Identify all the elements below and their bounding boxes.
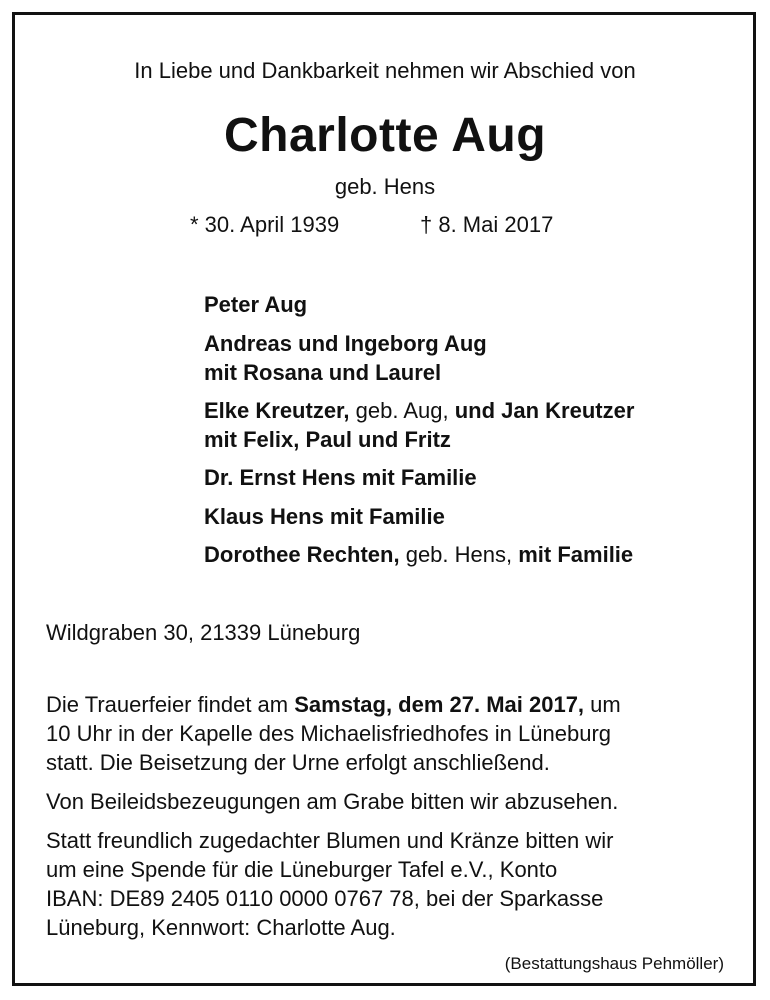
- family-member-6: [204, 540, 633, 570]
- family-member-2a: Andreas und Ingeborg Aug: [204, 331, 487, 356]
- intro-line: In Liebe und Dankbarkeit nehmen wir Abschied von: [134, 58, 636, 83]
- address: Wildgraben 30, 21339 Lüneburg: [46, 620, 361, 645]
- funeral-line-1: [46, 690, 621, 719]
- donation-line-2: um eine Spende für die Lüneburger Tafel e.V., Konto: [46, 857, 558, 882]
- family-member-6-maiden: geb. Hens,: [399, 542, 519, 567]
- family-member-6-suffix: mit Familie: [518, 542, 634, 567]
- family-member-4: Dr. Ernst Hens mit Familie: [204, 465, 477, 490]
- family-member-6-name: Dorothee Rechten,: [204, 542, 400, 567]
- family-member-3a-maiden: geb. Aug,: [349, 398, 455, 423]
- deceased-name: Charlotte Aug: [223, 109, 547, 162]
- donation-line-4: Lüneburg, Kennwort: Charlotte Aug.: [46, 915, 396, 940]
- death-date: † 8. Mai 2017: [420, 212, 554, 237]
- family-member-1: Peter Aug: [204, 292, 308, 317]
- funeral-line-2: 10 Uhr in der Kapelle des Michaelisfriedhofes in Lüneburg: [46, 721, 612, 746]
- maiden-name: geb. Hens: [334, 174, 436, 199]
- family-member-3a-partner: und Jan Kreutzer: [454, 398, 635, 423]
- family-member-5: Klaus Hens mit Familie: [204, 504, 445, 529]
- condolence-note: Von Beileidsbezeugungen am Grabe bitten wir abzusehen.: [46, 789, 619, 814]
- funeral-text-a: Die Trauerfeier findet am: [46, 692, 295, 717]
- family-member-3a-name: Elke Kreutzer,: [204, 398, 350, 423]
- funeral-text-c: um: [584, 692, 621, 717]
- funeral-date: Samstag, dem 27. Mai 2017,: [294, 692, 585, 717]
- birth-date: * 30. April 1939: [190, 212, 340, 237]
- family-member-2b: mit Rosana und Laurel: [204, 360, 442, 385]
- donation-line-3: IBAN: DE89 2405 0110 0000 0767 78, bei der Sparkasse: [46, 886, 604, 911]
- donation-line-1: Statt freundlich zugedachter Blumen und Kränze bitten wir: [46, 828, 614, 853]
- family-member-3b: mit Felix, Paul und Fritz: [204, 427, 451, 452]
- family-member-3a: [204, 396, 634, 426]
- funeral-line-3: statt. Die Beisetzung der Urne erfolgt anschließend.: [46, 750, 550, 775]
- undertaker-credit: (Bestattungshaus Pehmöller): [504, 954, 724, 973]
